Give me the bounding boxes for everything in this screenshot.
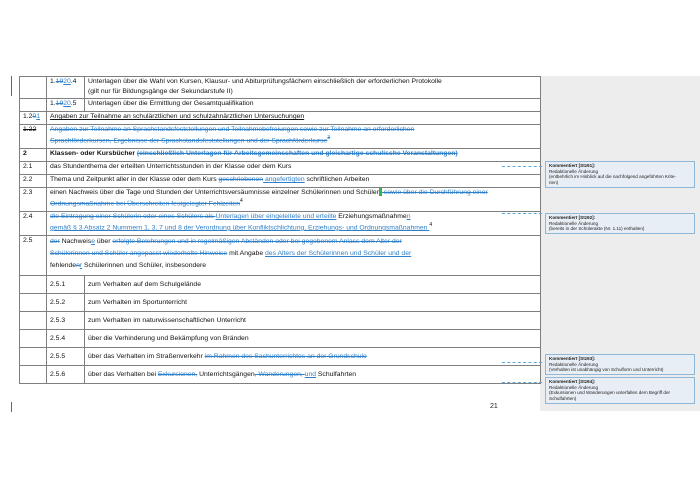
comment-balloon[interactable]: Kommentiert [Stz91]: Redaktionelle Änderung (entbehrlich im Hinblick auf die nachfolgend angeführten Krite- rien) [545, 161, 695, 188]
table-row: 2.5.4 über die Verhinderung und Bekämpfung von Bränden [20, 330, 541, 348]
table-row: 1.1920.4 Unterlagen über die Wahl von Kursen, Klausur- und Abiturprüfungsfächern einschließlich der erforderlichen Protokolle (gilt nur für Bildungsgänge der Sekundarstufe II) [20, 77, 541, 99]
table-row: 2.5.1 zum Verhalten auf dem Schulgelände [20, 276, 541, 294]
comment-balloon[interactable]: Kommentiert [Stz92]: Redaktionelle Änderung (bereits in der Schülerakte (Nr. 1.11) enthalten) [545, 213, 695, 234]
table-row: 2.5.6 über das Verhalten bei Exkursionen, Unterrichtsgängen, Wanderungen, und Schulfahrten [20, 366, 541, 384]
change-bar [11, 402, 12, 412]
comment-balloon[interactable]: Kommentiert [Stz94]: Redaktionelle Änderung (Exkursionen und Wanderungen unterfallen dem Begriff der Schulfahrten) [545, 377, 695, 404]
table-row: 1.201 Angaben zur Teilnahme an schulärztlichen und schulzahnärztlichen Untersuchungen [20, 112, 541, 125]
table-row: 2.4 die Eintragung einer Schülerin oder eines Schülers als Unterlagen über eingeleitete und erteilte Erziehungsmaßnahmen gemäß § 3 Absatz 2 Nummern 1, 3, 7 und 8 der Verordnung über Konfliktschlichtung, Erziehungs- und Ordnungsmaßnahmen $^4$ [20, 212, 541, 236]
change-bar [11, 76, 12, 96]
table-row: 1.22 Angaben zur Teilnahme an Sprachstandsfeststellungen und Teilnahmebefreiungen sowie zur Teilnahme an erforderlichen Sprachförderkursen, Ergebnisse der Sprachstandsfeststellungen und der Sprachförderkurse$^3$ [20, 125, 541, 149]
comment-connector [502, 166, 542, 168]
table-row: 2.5.5 über das Verhalten im Straßenverkehr im Rahmen des Sachunterrichtes an der Grundschule [20, 348, 541, 366]
comment-connector [502, 213, 542, 215]
comment-connector [502, 362, 542, 364]
comment-balloon[interactable]: Kommentiert [Stz93]: Redaktionelle Änderung (Verhalten ist unabhängig von Schulform und Unterricht) [545, 354, 695, 375]
page-number: 21 [490, 403, 498, 410]
table-row: 2.5.3 zum Verhalten im naturwissenschaftlichen Unterricht [20, 312, 541, 330]
table-row: 1.1920.5 Unterlagen über die Ermittlung der Gesamtqualifikation [20, 99, 541, 112]
table-row: 2 Klassen- oder Kursbücher (einschließlich Unterlagen für Arbeitsgemeinschaften und gleichartige schulische Veranstaltungen) [20, 149, 541, 162]
comment-connector [502, 382, 542, 384]
table-row: 2.1 das Stundenthema der erteilten Unterrichtsstunden in der Klasse oder dem Kurs [20, 162, 541, 175]
table-row: 2.5 der Nachweise über erfolgte Belehrungen und in regelmäßigen Abständen oder bei gegebenem Anlass dem Alter der Schülerinnen und Schüler angepasst wiederholte Hinweise mit Angabe des Alters der Schülerinnen und Schüler und der fehlendenr Schülerinnen und Schüler, insbesondere [20, 236, 541, 276]
table-row: 2.2 Thema und Zeitpunkt aller in der Klasse oder dem Kurs geschriebenen angefertigten schriftlichen Arbeiten [20, 175, 541, 188]
table-row: 2.3 einen Nachweis über die Tage und Stunden der Unterrichtsversäumnisse einzelner Schülerinnen und Schüler sowie über die Durchführung einer Ordnungsmaßnahme bei Überschreiten festgelegter Fehlzeiten$^4$ [20, 188, 541, 212]
records-table [19, 76, 541, 384]
table-row: 2.5.2 zum Verhalten im Sportunterricht [20, 294, 541, 312]
